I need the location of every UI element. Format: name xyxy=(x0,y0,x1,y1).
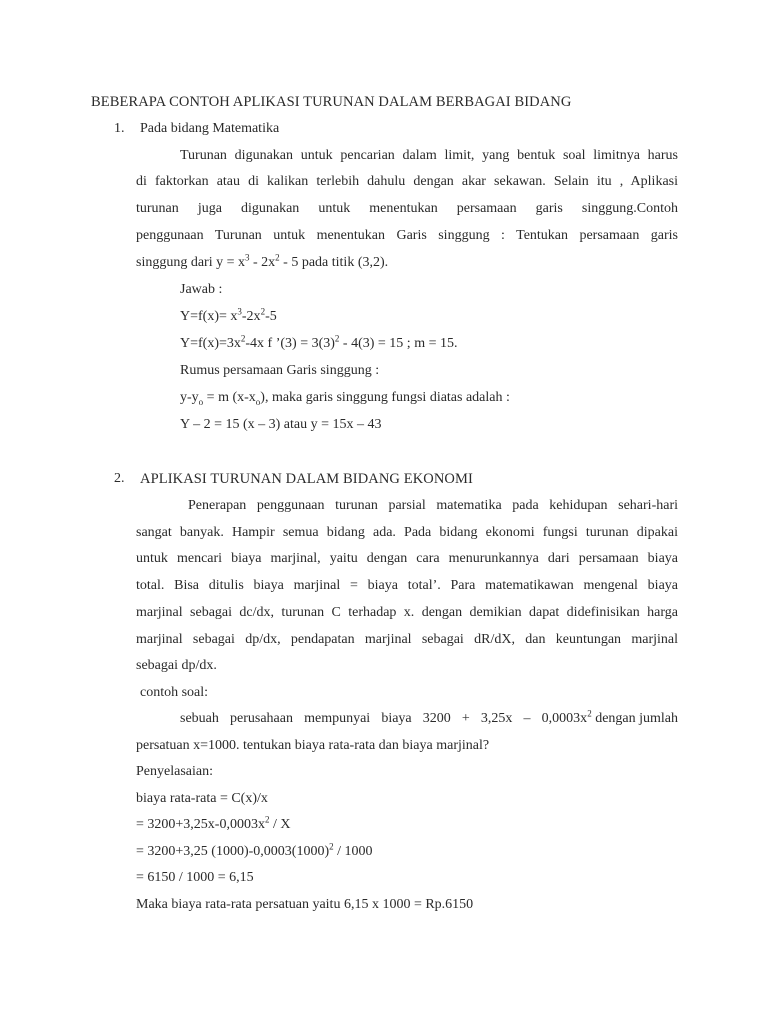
answer-line-4: Y – 2 = 15 (x – 3) atau y = 15x – 43 xyxy=(180,417,382,432)
section-2-para-line: sangat banyak. Hampir semua bidang ada. Pada bidang ekonomi fungsi turunan dipakai xyxy=(136,525,678,540)
answer-line-2: $Y=f(x)=3x^2-4x$ f ’(3) = $3(3)^2 - 4(3) = 15$ ; m = 15. xyxy=(180,333,458,351)
problem-line-1: sebuah perusahaan mempunyai biaya $3200 + 3,25x - 0,0003x^2$ dengan jumlah xyxy=(180,708,678,726)
formula-label: Rumus persamaan Garis singgung : xyxy=(180,363,380,378)
solution-line-2: = $3200+3,25x-0,0003x^2 / X$ xyxy=(136,814,291,832)
answer-line-1: $Y=f(x)= x^3-2x^2-5$ xyxy=(180,306,277,324)
problem-line-2: persatuan x=1000. tentukan biaya rata-rata dan biaya marjinal? xyxy=(136,738,490,753)
answer-label: Jawab : xyxy=(180,282,223,297)
section-2-para-line: marjinal sebagai dp/dx, pendapatan marjinal sebagai dR/dX, dan keuntungan marjinal xyxy=(136,632,678,647)
section-2-para-line: untuk mencari biaya marjinal, yaitu dengan cara menurunkannya dari persamaan biaya xyxy=(136,551,678,566)
section-1-para-line: turunan juga digunakan untuk menentukan persamaan garis singgung.Contoh xyxy=(136,201,678,216)
solution-line-3: = 3200+3,25 $(1000)-0,0003(1000)^2 / 1000$ xyxy=(136,841,373,859)
section-1-heading: Pada bidang Matematika xyxy=(140,121,280,136)
section-2-para-last-line: sebagai dp/dx. xyxy=(136,658,217,673)
section-1-para-line: penggunaan Turunan untuk menentukan Garis singgung : Tentukan persamaan garis xyxy=(136,228,678,243)
solution-line-1: biaya rata-rata = C(x)/x xyxy=(136,791,268,806)
section-2-heading: APLIKASI TURUNAN DALAM BIDANG EKONOMI xyxy=(140,471,473,487)
section-1-number: 1. xyxy=(114,121,125,136)
answer-line-3: $y-y_o = m$ $(x-x_o)$, maka garis singgung fungsi diatas adalah : xyxy=(180,390,510,407)
document-title: BEBERAPA CONTOH APLIKASI TURUNAN DALAM BERBAGAI BIDANG xyxy=(91,94,572,110)
section-1-para-last-line: singgung dari $y = x^3 - 2x^2 - 5$ pada titik (3,2). xyxy=(136,252,389,270)
solution-line-4: = 6150 / 1000 = 6,15 xyxy=(136,870,254,885)
solution-label: Penyelasaian: xyxy=(136,764,213,779)
section-2-number: 2. xyxy=(114,471,125,486)
section-2-para-line: marjinal sebagai dc/dx, turunan C terhadap x. dengan demikian dapat didefinisikan harga xyxy=(136,605,678,620)
example-label: contoh soal: xyxy=(140,685,209,700)
section-1-para-line: di faktorkan atau di kalikan terlebih dahulu dengan akar sekawan. Selain itu , Aplikasi xyxy=(136,174,678,189)
section-1-para-line: Turunan digunakan untuk pencarian dalam limit, yang bentuk soal limitnya harus xyxy=(180,148,678,163)
section-2-para-line: total. Bisa ditulis biaya marjinal = biaya total’. Para matematikawan mengenal biaya xyxy=(136,578,678,593)
solution-conclusion: Maka biaya rata-rata persatuan yaitu 6,15 x 1000 = Rp.6150 xyxy=(136,897,474,912)
section-2-para-line: Penerapan penggunaan turunan parsial matematika pada kehidupan sehari-hari xyxy=(188,498,678,513)
